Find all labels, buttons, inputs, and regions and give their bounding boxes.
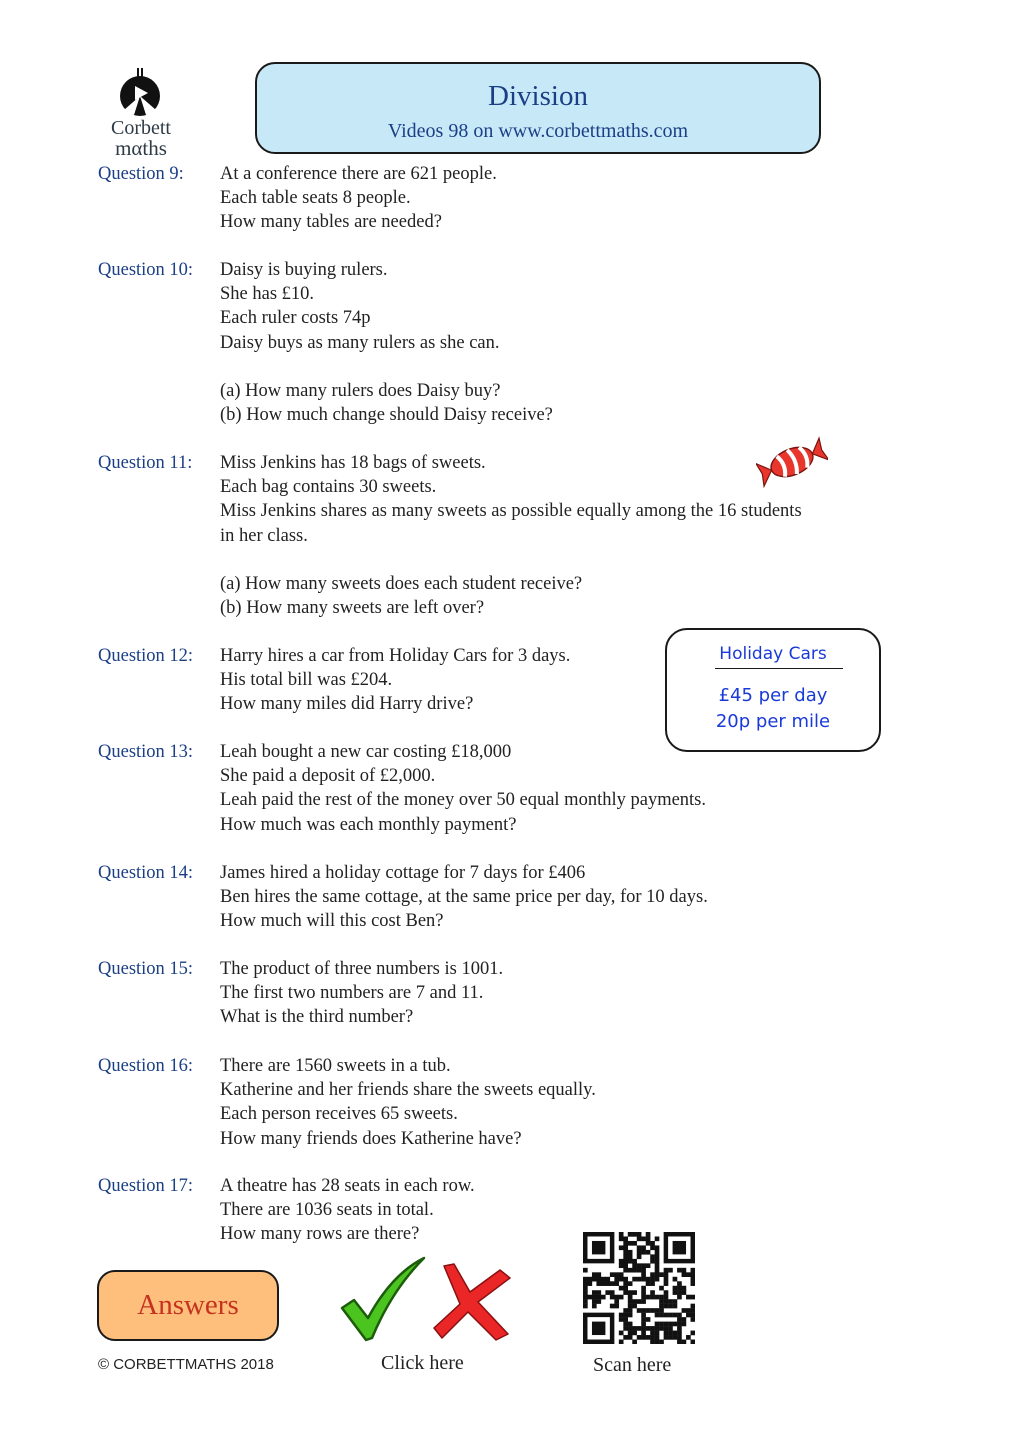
question-part-a: (a) How many rulers does Daisy buy? — [220, 380, 501, 401]
question-text-line: Each bag contains 30 sweets. — [220, 477, 437, 498]
question-text-line: Katherine and her friends share the sweets equally. — [220, 1080, 596, 1101]
question-label: Question 9: — [98, 164, 184, 184]
question-text-line: There are 1560 sweets in a tub. — [220, 1056, 451, 1076]
question-text-line: Miss Jenkins shares as many sweets as possible equally among the 16 students — [220, 501, 802, 522]
question-text-line: The product of three numbers is 1001. — [220, 959, 504, 979]
question-text-line: The first two numbers are 7 and 11. — [220, 983, 484, 1004]
page-title: Division — [488, 80, 588, 112]
question-text-line: She paid a deposit of £2,000. — [220, 766, 436, 787]
question-text-line: Daisy buys as many rulers as she can. — [220, 332, 500, 353]
question-text-line: Each person receives 65 sweets. — [220, 1104, 458, 1125]
sweet-icon — [756, 436, 828, 488]
cross-icon[interactable] — [430, 1262, 514, 1342]
question-text-line: How many miles did Harry drive? — [220, 694, 474, 715]
logo-word-maths: mαths — [115, 136, 167, 160]
question-text-line: Harry hires a car from Holiday Cars for 3 days. — [220, 646, 571, 666]
price-per-day: £45 per day — [718, 685, 828, 706]
question-text-line: What is the third number? — [220, 1007, 414, 1028]
question-label: Question 14: — [98, 863, 194, 883]
question-part-b: (b) How many sweets are left over? — [220, 598, 485, 619]
scan-here-label: Scan here — [593, 1354, 672, 1376]
answers-button[interactable]: Answers — [97, 1270, 279, 1341]
click-here-label[interactable]: Click here — [381, 1352, 464, 1374]
question-spacer — [220, 355, 920, 379]
corbett-logo — [96, 66, 186, 162]
copyright-notice: © CORBETTMATHS 2018 — [98, 1356, 274, 1373]
question-text-line: She has £10. — [220, 284, 315, 305]
question-label: Question 10: — [98, 260, 194, 280]
question-text-line: Each table seats 8 people. — [220, 188, 411, 209]
question-text-line: in her class. — [220, 525, 308, 546]
question-text-line: How much was each monthly payment? — [220, 814, 517, 835]
question-text-line: At a conference there are 621 people. — [220, 164, 497, 184]
question-part-a: (a) How many sweets does each student receive? — [220, 573, 583, 594]
question-text-line: Each ruler costs 74p — [220, 308, 371, 329]
logo-word-corbett: Corbett — [111, 117, 171, 139]
title-banner — [255, 62, 821, 154]
question-text-line: How many friends does Katherine have? — [220, 1128, 522, 1149]
check-icon[interactable] — [338, 1256, 428, 1342]
question-spacer — [220, 548, 920, 572]
question-text-line: How many rows are there? — [220, 1224, 420, 1245]
question-text-line: Leah paid the rest of the money over 50 equal monthly payments. — [220, 790, 707, 811]
question-text-line: Daisy is buying rulers. — [220, 260, 388, 280]
question-text-line: A theatre has 28 seats in each row. — [220, 1176, 475, 1196]
holiday-cars-title: Holiday Cars — [719, 644, 827, 664]
question-part-b: (b) How much change should Daisy receive? — [220, 405, 553, 426]
question-text-line: Leah bought a new car costing £18,000 — [220, 742, 512, 762]
corbett-logo-icon — [106, 66, 176, 118]
question-text-line: There are 1036 seats in total. — [220, 1200, 434, 1221]
qr-code-icon[interactable] — [583, 1232, 695, 1344]
question-text-line: Ben hires the same cottage, at the same price per day, for 10 days. — [220, 887, 708, 908]
holiday-cars-price-card — [665, 628, 881, 752]
question-text-line: Miss Jenkins has 18 bags of sweets. — [220, 453, 486, 473]
question-text-line: How many tables are needed? — [220, 212, 442, 233]
question-text-line: James hired a holiday cottage for 7 days for £406 — [220, 863, 586, 883]
question-label: Question 17: — [98, 1176, 194, 1196]
question-label: Question 16: — [98, 1056, 194, 1076]
question-label: Question 11: — [98, 453, 193, 473]
question-text-line: His total bill was £204. — [220, 670, 393, 691]
holiday-cars-divider — [715, 668, 843, 669]
question-text-line: How much will this cost Ben? — [220, 911, 444, 932]
question-label: Question 15: — [98, 959, 194, 979]
price-per-mile: 20p per mile — [715, 711, 831, 732]
video-reference: Videos 98 on www.corbettmaths.com — [387, 120, 689, 142]
question-label: Question 13: — [98, 742, 194, 762]
question-label: Question 12: — [98, 646, 194, 666]
